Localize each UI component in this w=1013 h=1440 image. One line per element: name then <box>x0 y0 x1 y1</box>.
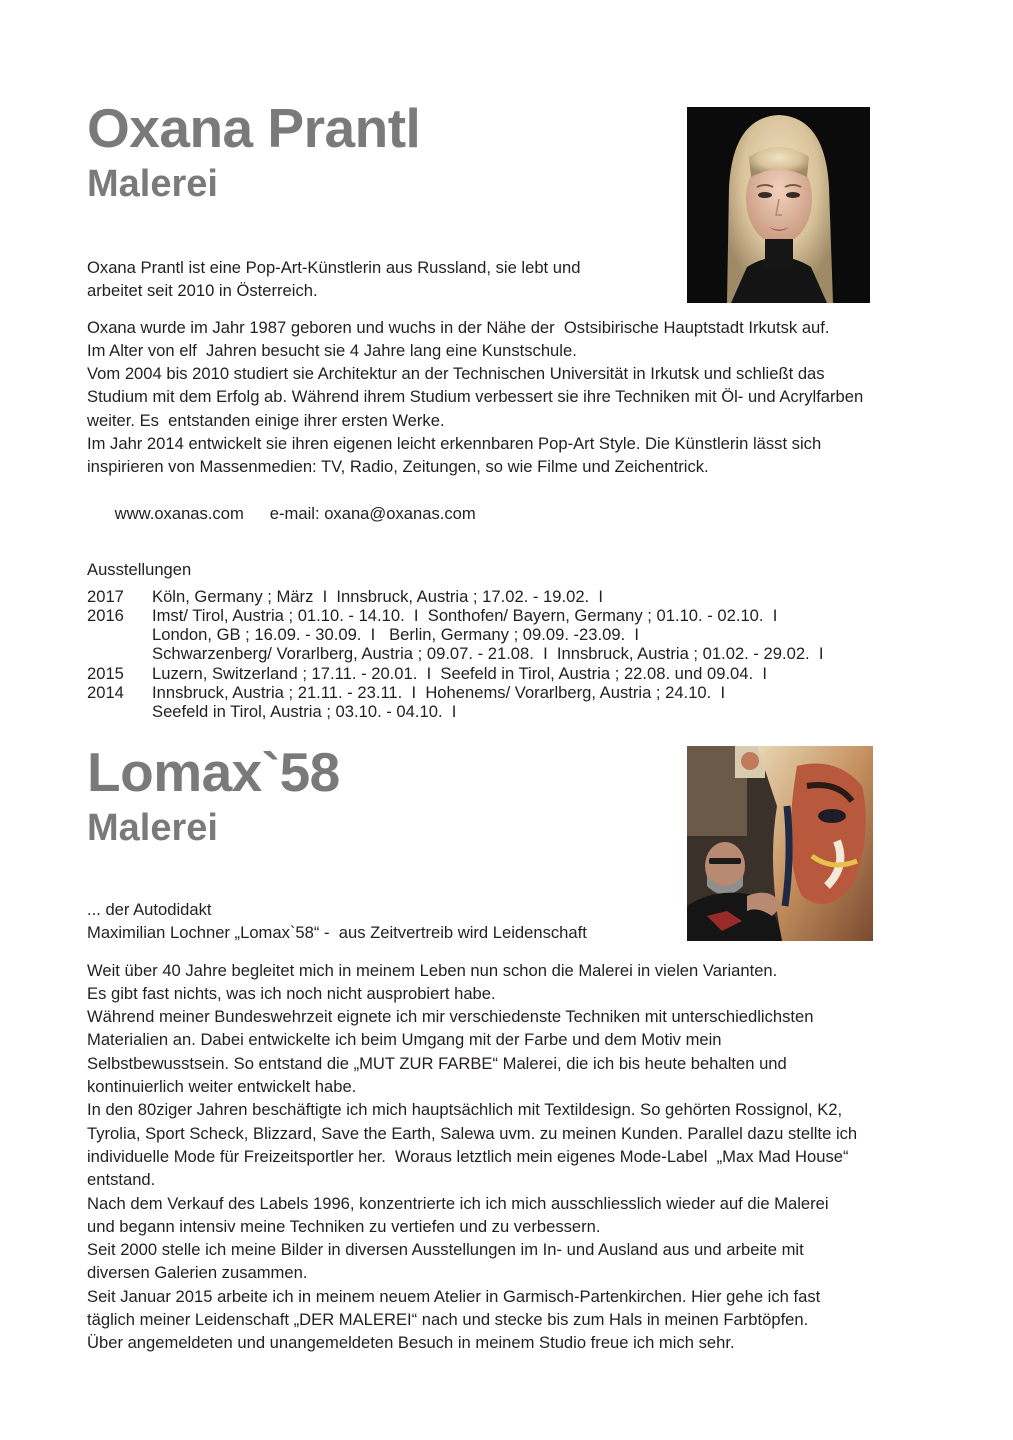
website-link[interactable]: www.oxanas.com <box>114 503 244 523</box>
bio-line: Studium mit dem Erfolg ab. Während ihrem Studium verbessert sie ihre Techniken mit Öl- und Acrylfarben <box>87 387 864 407</box>
bio-line: Seit Januar 2015 arbeite ich in meinem neuem Atelier in Garmisch-Partenkirchen. Hier gehe ich fast <box>87 1286 821 1306</box>
bio-line: individuelle Mode für Freizeitsportler her. Woraus letztlich mein eigenes Mode-Label „Max Mad House“ <box>87 1146 849 1166</box>
bio-line: Oxana wurde im Jahr 1987 geboren und wuchs in der Nähe der Ostsibirische Hauptstadt Irkutsk auf. <box>87 317 830 337</box>
bio-line: Vom 2004 bis 2010 studiert sie Architektur an der Technischen Universität in Irkutsk und schließt das <box>87 364 825 384</box>
artist-name: Oxana Prantl <box>87 97 421 159</box>
bio-line: Es gibt fast nichts, was ich noch nicht ausprobiert habe. <box>87 983 496 1003</box>
artist-portrait-photo <box>687 107 870 303</box>
bio-line: täglich meiner Leidenschaft „DER MALEREI“ nach und stecke bis zum Hals in meinen Farbtöpfen. <box>87 1310 809 1330</box>
exhibition-entry: Luzern, Switzerland ; 17.11. - 20.01. I Seefeld in Tirol, Austria ; 22.08. und 09.04. I <box>152 663 767 683</box>
bio-line: entstand. <box>87 1170 156 1190</box>
exhibition-year: 2016 <box>87 605 124 625</box>
artist-name: Lomax`58 <box>87 741 340 803</box>
intro-line: arbeitet seit 2010 in Österreich. <box>87 281 318 301</box>
exhibition-year-row <box>87 606 957 664</box>
contact-line <box>87 479 957 549</box>
exhibition-year-row <box>87 587 957 606</box>
bio-line: Nach dem Verkauf des Labels 1996, konzentrierte ich ich mich ausschliesslich wieder auf die Malerei <box>87 1193 829 1213</box>
artist-studio-photo <box>687 746 873 941</box>
bio-line: weiter. Es entstanden einige ihrer ersten Werke. <box>87 410 445 430</box>
bio-line: inspirieren von Massenmedien: TV, Radio, Zeitungen, so wie Filme und Zeichentrick. <box>87 457 709 477</box>
bio-line: kontinuierlich weiter entwickelt habe. <box>87 1077 357 1097</box>
exhibition-entry: Imst/ Tirol, Austria ; 01.10. - 14.10. I Sonthofen/ Bayern, Germany ; 01.10. - 02.10. I <box>152 605 778 625</box>
exhibition-year: 2014 <box>87 683 124 703</box>
exhibition-entry: Innsbruck, Austria ; 21.11. - 23.11. I Hohenems/ Vorarlberg, Austria ; 24.10. I <box>152 683 726 703</box>
bio-line: diversen Galerien zusammen. <box>87 1263 308 1283</box>
exhibitions-heading: Ausstellungen <box>87 559 192 579</box>
bio-line: In den 80ziger Jahren beschäftigte ich mich hauptsächlich mit Textildesign. So gehörten Rossignol, K2, <box>87 1100 843 1120</box>
exhibitions-list <box>87 587 957 722</box>
exhibition-year: 2017 <box>87 586 124 606</box>
bio-line: Über angemeldeten und unangemeldeten Besuch in meinem Studio freue ich mich sehr. <box>87 1333 735 1353</box>
exhibition-year-row <box>87 683 957 722</box>
artist-bio <box>87 316 957 549</box>
exhibitions <box>87 559 957 722</box>
exhibition-entry: Seefeld in Tirol, Austria ; 03.10. - 04.10. I <box>152 702 457 722</box>
artist-discipline: Malerei <box>87 163 218 205</box>
bio-line: Tyrolia, Sport Scheck, Blizzard, Save the Earth, Salewa uvm. zu meinen Kunden. Parallel dazu stellte ich <box>87 1123 858 1143</box>
exhibition-year-row <box>87 664 957 683</box>
artist-bio <box>87 959 957 1355</box>
exhibition-year: 2015 <box>87 663 124 683</box>
email-link[interactable]: e-mail: oxana@oxanas.com <box>269 503 476 523</box>
intro-line: Maximilian Lochner „Lomax`58“ - aus Zeitvertreib wird Leidenschaft <box>87 923 587 943</box>
exhibition-entry: Köln, Germany ; März I Innsbruck, Austria ; 17.02. - 19.02. I <box>152 586 603 606</box>
artist-discipline: Malerei <box>87 807 218 849</box>
bio-line: Im Alter von elf Jahren besucht sie 4 Jahre lang eine Kunstschule. <box>87 340 577 360</box>
bio-line: und begann intensiv meine Techniken zu vertiefen und zu verbessern. <box>87 1216 601 1236</box>
bio-line: Während meiner Bundeswehrzeit eignete ich mir verschiedenste Techniken mit unterschiedlichsten <box>87 1007 814 1027</box>
bio-line: Materialien an. Dabei entwickelte ich beim Umgang mit der Farbe und dem Motiv mein <box>87 1030 722 1050</box>
bio-line: Im Jahr 2014 entwickelt sie ihren eigenen leicht erkennbaren Pop-Art Style. Die Künstlerin lässt sich <box>87 434 822 454</box>
bio-line: Seit 2000 stelle ich meine Bilder in diversen Ausstellungen im In- und Ausland aus und arbeite mit <box>87 1240 804 1260</box>
bio-line: Weit über 40 Jahre begleitet mich in meinem Leben nun schon die Malerei in vielen Varianten. <box>87 960 778 980</box>
intro-line: ... der Autodidakt <box>87 900 212 919</box>
exhibition-entry: Schwarzenberg/ Vorarlberg, Austria ; 09.07. - 21.08. I Innsbruck, Austria ; 01.02. - 29.02. I <box>152 644 824 664</box>
bio-line: Selbstbewusstsein. So entstand die „MUT ZUR FARBE“ Malerei, die ich bis heute behalten und <box>87 1053 787 1073</box>
intro-line: Oxana Prantl ist eine Pop-Art-Künstlerin aus Russland, sie lebt und <box>87 258 581 277</box>
exhibition-entry: London, GB ; 16.09. - 30.09. I Berlin, Germany ; 09.09. -23.09. I <box>152 625 640 645</box>
